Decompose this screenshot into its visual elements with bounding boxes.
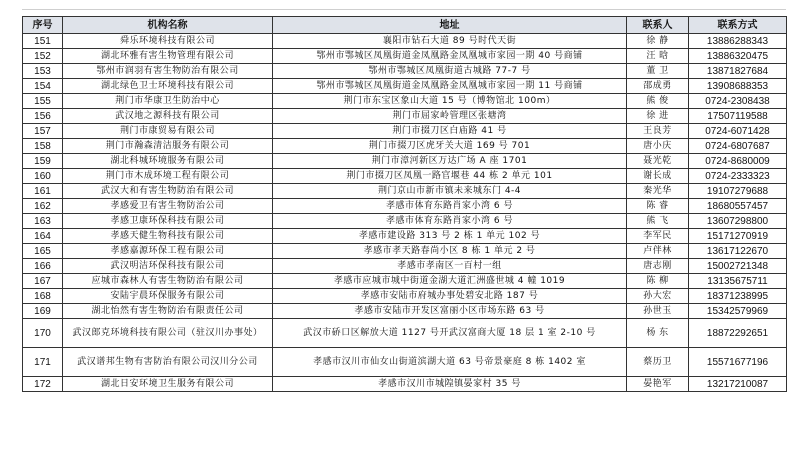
cell-no: 171 — [23, 348, 63, 377]
cell-phone: 0724-6071428 — [689, 124, 787, 139]
header-no: 序号 — [23, 17, 63, 34]
table-row — [23, 259, 787, 274]
cell-person: 熊 俊 — [627, 94, 689, 109]
top-rule — [22, 9, 786, 10]
cell-no: 165 — [23, 244, 63, 259]
cell-addr: 荆门市漳河新区万达广场 A 座 1701 — [273, 154, 627, 169]
cell-no: 166 — [23, 259, 63, 274]
cell-addr: 孝感市安陆市府城办事处碧安北路 187 号 — [273, 289, 627, 304]
cell-org: 荆门市瀚森清洁服务有限公司 — [63, 139, 273, 154]
table-row — [23, 289, 787, 304]
table-row — [23, 139, 787, 154]
table-row — [23, 34, 787, 49]
table-row — [23, 109, 787, 124]
cell-org: 孝感嘉源环保工程有限公司 — [63, 244, 273, 259]
cell-phone: 18371238995 — [689, 289, 787, 304]
cell-addr: 襄阳市钻石大道 89 号时代天街 — [273, 34, 627, 49]
cell-org: 湖北怡然有害生物防治有限责任公司 — [63, 304, 273, 319]
table-row — [23, 348, 787, 377]
cell-org: 鄂州市润羽有害生物防治有限公司 — [63, 64, 273, 79]
cell-no: 168 — [23, 289, 63, 304]
cell-person: 徐 静 — [627, 34, 689, 49]
cell-person: 唐小庆 — [627, 139, 689, 154]
cell-phone: 13217210087 — [689, 377, 787, 392]
org-table — [22, 16, 787, 392]
cell-phone: 13908688353 — [689, 79, 787, 94]
cell-person: 孙世玉 — [627, 304, 689, 319]
cell-org: 武汉谱邦生物有害防治有限公司汉川分公司 — [63, 348, 273, 377]
cell-addr: 孝感市应城市城中街道金湖大道汇洲盛世城 4 幢 1019 — [273, 274, 627, 289]
cell-person: 陈 睿 — [627, 199, 689, 214]
cell-phone: 15571677196 — [689, 348, 787, 377]
cell-no: 164 — [23, 229, 63, 244]
table-body — [23, 34, 787, 392]
table-row — [23, 304, 787, 319]
table-row — [23, 214, 787, 229]
cell-addr: 荆门市掇刀区白庙路 41 号 — [273, 124, 627, 139]
cell-phone: 0724-6807687 — [689, 139, 787, 154]
cell-person: 孙大宏 — [627, 289, 689, 304]
cell-no: 172 — [23, 377, 63, 392]
header-person: 联系人 — [627, 17, 689, 34]
cell-org: 荆门市华康卫生防治中心 — [63, 94, 273, 109]
cell-no: 169 — [23, 304, 63, 319]
cell-person: 蔡历卫 — [627, 348, 689, 377]
cell-no: 151 — [23, 34, 63, 49]
cell-no: 167 — [23, 274, 63, 289]
cell-org: 孝感卫康环保科技有限公司 — [63, 214, 273, 229]
table-row — [23, 319, 787, 348]
cell-person: 李军民 — [627, 229, 689, 244]
cell-addr: 鄂州市鄂城区凤凰街道金凤凰路金凤凰城市家园一期 40 号商铺 — [273, 49, 627, 64]
cell-person: 陈 柳 — [627, 274, 689, 289]
cell-phone: 13871827684 — [689, 64, 787, 79]
cell-addr: 孝感市体育东路肖家小湾 6 号 — [273, 199, 627, 214]
cell-org: 湖北科城环境服务有限公司 — [63, 154, 273, 169]
cell-no: 157 — [23, 124, 63, 139]
cell-org: 湖北环雅有害生物管理有限公司 — [63, 49, 273, 64]
cell-addr: 武汉市硚口区解放大道 1127 号开武汉富商大厦 18 层 1 室 2-10 号 — [273, 319, 627, 348]
cell-addr: 孝感市安陆市开发区富丽小区市场东路 63 号 — [273, 304, 627, 319]
table-header-row — [23, 17, 787, 34]
cell-person: 董 卫 — [627, 64, 689, 79]
cell-addr: 孝感市孝南区一百村一组 — [273, 259, 627, 274]
cell-org: 荆门市康贸易有限公司 — [63, 124, 273, 139]
table-row — [23, 377, 787, 392]
header-org: 机构名称 — [63, 17, 273, 34]
cell-person: 聂光乾 — [627, 154, 689, 169]
cell-org: 武汉地之源科技有限公司 — [63, 109, 273, 124]
cell-person: 熊 飞 — [627, 214, 689, 229]
cell-addr: 孝感市建设路 313 号 2 栋 1 单元 102 号 — [273, 229, 627, 244]
cell-person: 王良芳 — [627, 124, 689, 139]
header-phone: 联系方式 — [689, 17, 787, 34]
table-row — [23, 184, 787, 199]
cell-person: 秦光华 — [627, 184, 689, 199]
cell-phone: 18872292651 — [689, 319, 787, 348]
cell-no: 162 — [23, 199, 63, 214]
cell-phone: 17507119588 — [689, 109, 787, 124]
cell-no: 154 — [23, 79, 63, 94]
cell-org: 孝感爱卫有害生物防治公司 — [63, 199, 273, 214]
cell-org: 武汉大和有害生物防治有限公司 — [63, 184, 273, 199]
cell-no: 152 — [23, 49, 63, 64]
cell-phone: 13135675711 — [689, 274, 787, 289]
cell-person: 谢长成 — [627, 169, 689, 184]
cell-org: 应城市森林人有害生物防治有限公司 — [63, 274, 273, 289]
table-row — [23, 124, 787, 139]
cell-phone: 19107279688 — [689, 184, 787, 199]
cell-person: 汪 晗 — [627, 49, 689, 64]
cell-phone: 15342579969 — [689, 304, 787, 319]
cell-person: 唐志刚 — [627, 259, 689, 274]
cell-no: 163 — [23, 214, 63, 229]
cell-org: 孝感天健生物科技有限公司 — [63, 229, 273, 244]
table-row — [23, 229, 787, 244]
cell-org: 武汉明洁环保科技有限公司 — [63, 259, 273, 274]
cell-addr: 孝感市汉川市城隍镇晏家村 35 号 — [273, 377, 627, 392]
table-row — [23, 199, 787, 214]
cell-phone: 18680557457 — [689, 199, 787, 214]
cell-org: 湖北日安环境卫生服务有限公司 — [63, 377, 273, 392]
cell-no: 159 — [23, 154, 63, 169]
cell-addr: 孝感市体育东路肖家小湾 6 号 — [273, 214, 627, 229]
cell-addr: 孝感市汉川市仙女山街道滨湖大道 63 号帝景豪庭 8 栋 1402 室 — [273, 348, 627, 377]
cell-no: 158 — [23, 139, 63, 154]
cell-addr: 荆门市掇刀区虎牙关大道 169 号 701 — [273, 139, 627, 154]
cell-person: 晏艳军 — [627, 377, 689, 392]
cell-phone: 0724-2308438 — [689, 94, 787, 109]
cell-org: 舜乐环境科技有限公司 — [63, 34, 273, 49]
cell-phone: 0724-8680009 — [689, 154, 787, 169]
header-addr: 地址 — [273, 17, 627, 34]
table-row — [23, 79, 787, 94]
table-row — [23, 154, 787, 169]
cell-no: 170 — [23, 319, 63, 348]
cell-no: 160 — [23, 169, 63, 184]
cell-phone: 13607298800 — [689, 214, 787, 229]
table-row — [23, 49, 787, 64]
cell-org: 荆门市木成环境工程有限公司 — [63, 169, 273, 184]
cell-phone: 13617122670 — [689, 244, 787, 259]
cell-phone: 15171270919 — [689, 229, 787, 244]
cell-addr: 鄂州市鄂城区凤凰街道古城路 77-7 号 — [273, 64, 627, 79]
cell-person: 杨 东 — [627, 319, 689, 348]
document-sheet — [22, 16, 786, 392]
cell-person: 卢伴林 — [627, 244, 689, 259]
cell-addr: 荆门京山市新市镇未来城东门 4-4 — [273, 184, 627, 199]
table-row — [23, 169, 787, 184]
cell-phone: 15002721348 — [689, 259, 787, 274]
cell-phone: 13886320475 — [689, 49, 787, 64]
cell-no: 153 — [23, 64, 63, 79]
table-row — [23, 244, 787, 259]
cell-addr: 荆门市屈家岭管理区张塘湾 — [273, 109, 627, 124]
table-row — [23, 64, 787, 79]
cell-phone: 13886288343 — [689, 34, 787, 49]
table-row — [23, 94, 787, 109]
cell-person: 徐 进 — [627, 109, 689, 124]
cell-addr: 鄂州市鄂城区凤凰街道金凤凰路金凤凰城市家园一期 11 号商铺 — [273, 79, 627, 94]
cell-addr: 荆门市掇刀区凤凰一路官堰巷 44 栋 2 单元 101 — [273, 169, 627, 184]
cell-org: 安陆宇晨环保服务有限公司 — [63, 289, 273, 304]
cell-phone: 0724-2333323 — [689, 169, 787, 184]
cell-no: 161 — [23, 184, 63, 199]
table-row — [23, 274, 787, 289]
cell-addr: 荆门市东宝区象山大道 15 号（博物馆北 100m） — [273, 94, 627, 109]
cell-addr: 孝感市孝天路春尚小区 8 栋 1 单元 2 号 — [273, 244, 627, 259]
cell-no: 155 — [23, 94, 63, 109]
cell-org: 湖北绿色卫士环境科技有限公司 — [63, 79, 273, 94]
cell-org: 武汉郎克环境科技有限公司（驻汉川办事处） — [63, 319, 273, 348]
cell-no: 156 — [23, 109, 63, 124]
cell-person: 邵成勇 — [627, 79, 689, 94]
